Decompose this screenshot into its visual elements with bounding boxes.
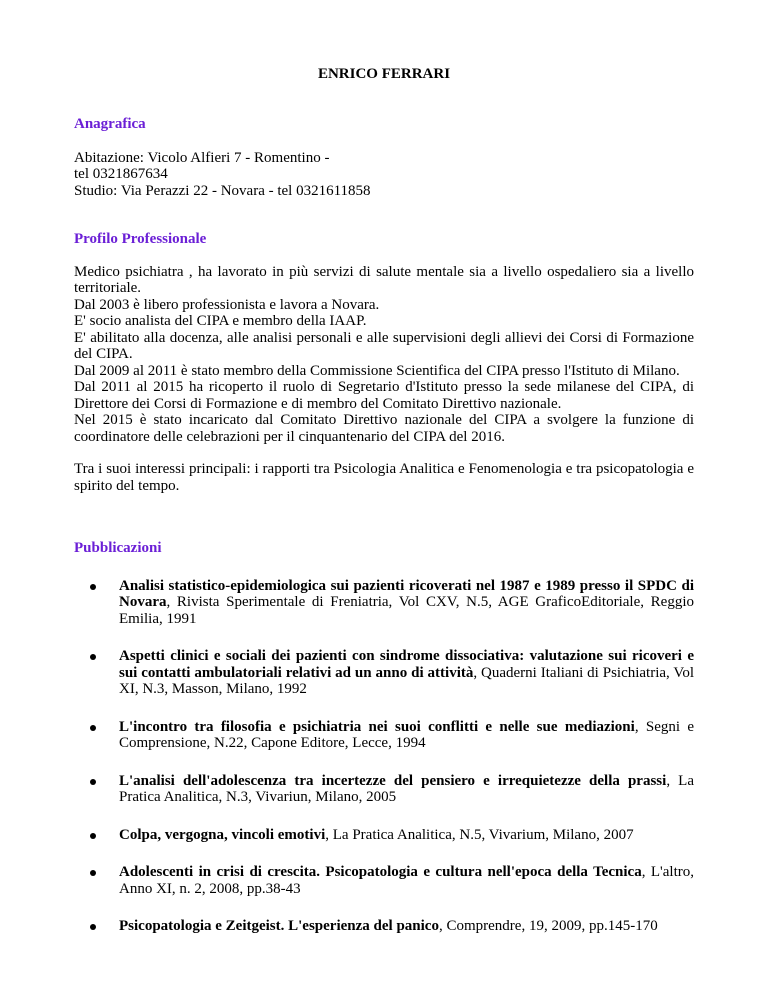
publication-details: , L'altro, Anno XI, n. 2, 2008, pp.38-43: [119, 864, 694, 897]
list-item: [74, 827, 694, 844]
profilo-paragraph: E' abilitato alla docenza, alle analisi personali e alle supervisioni degli allievi dei Corsi di Formazione del CIPA.: [74, 329, 694, 362]
profilo-section: [74, 231, 694, 494]
bullet-icon: [90, 654, 96, 660]
interests-paragraph: Tra i suoi interessi principali: i rapporti tra Psicologia Analitica e Fenomenologia e tra psicopatologia e spirito del tempo.: [74, 461, 694, 494]
list-item: [74, 864, 694, 897]
anagrafica-address: [74, 150, 694, 200]
profilo-paragraph: E' socio analista del CIPA e membro della IAAP.: [74, 313, 367, 329]
profilo-body: [74, 264, 694, 446]
publication-title: Psicopatologia e Zeitgeist. L'esperienza del panico: [119, 918, 439, 934]
bullet-icon: [90, 924, 96, 930]
publication-details: , Comprendre, 19, 2009, pp.145-170: [438, 918, 658, 934]
bullet-icon: [90, 584, 96, 590]
publication-title: Colpa, vergogna, vincoli emotivi: [119, 826, 326, 843]
anagrafica-heading: Anagrafica: [74, 116, 146, 132]
bullet-icon: [90, 870, 96, 876]
publication-details: , Quaderni Italiani di Psichiatria, Vol XI, N.3, Masson, Milano, 1992: [119, 664, 694, 697]
publication-title: L'analisi dell'adolescenza tra incertezze del pensiero e irrequietezze della prassi: [119, 772, 667, 789]
publication-details: , Segni e Comprensione, N.22, Capone Editore, Lecce, 1994: [119, 718, 695, 751]
publication-details: , La Pratica Analitica, N.5, Vivarium, Milano, 2007: [325, 826, 634, 843]
studio-address-line: Studio: Via Perazzi 22 - Novara - tel 0321611858: [74, 182, 371, 199]
publication-details: , Rivista Sperimentale di Freniatria, Vol CXV, N.5, AGE GraficoEditoriale, Reggio Emilia, 1991: [119, 594, 694, 627]
publication-list: [74, 578, 694, 935]
pubblicazioni-heading: Pubblicazioni: [74, 540, 162, 556]
bullet-icon: [90, 779, 96, 785]
list-item: [74, 578, 694, 628]
profilo-paragraph: Nel 2015 è stato incaricato dal Comitato Direttivo nazionale del CIPA a svolgere la funzione di coordinatore delle celebrazioni per il cinquantenario del CIPA del 2016.: [74, 412, 694, 445]
home-address-line: Abitazione: Vicolo Alfieri 7 - Romentino -: [74, 149, 330, 166]
bullet-icon: [90, 833, 96, 839]
list-item: [74, 719, 694, 752]
list-item: [74, 648, 694, 698]
list-item: [74, 918, 694, 935]
home-phone-line: tel 0321867634: [74, 166, 168, 182]
profilo-paragraph: Dal 2009 al 2011 è stato membro della Commissione Scientifica del CIPA presso l'Istituto di Milano.: [74, 362, 680, 379]
profilo-paragraph: Medico psichiatra , ha lavorato in più servizi di salute mentale sia a livello ospedaliero sia a livello territoriale.: [74, 263, 694, 296]
anagrafica-section: [74, 116, 694, 199]
pubblicazioni-section: [74, 540, 694, 956]
publication-title: Aspetti clinici e sociali dei pazienti con sindrome dissociativa: valutazione sui ricoveri e sui contatti ambulatoriali relativi ad un anno di attività: [119, 648, 694, 681]
publication-title: L'incontro tra filosofia e psichiatria nei suoi conflitti e nelle sue mediazioni: [119, 718, 635, 735]
profilo-heading: Profilo Professionale: [74, 231, 207, 247]
bullet-icon: [90, 725, 96, 731]
publication-title: Analisi statistico-epidemiologica sui pazienti ricoverati nel 1987 e 1989 presso il SPDC di Novara: [119, 577, 694, 610]
list-item: [74, 773, 694, 806]
page-title: ENRICO FERRARI: [317, 66, 451, 82]
profilo-paragraph: Dal 2011 al 2015 ha ricoperto il ruolo di Segretario d'Istituto presso la sede milanese del CIPA, di Direttore dei Corsi di Formazione e di membro del Comitato Direttivo nazionale.: [74, 379, 694, 412]
publication-title: Adolescenti in crisi di crescita. Psicopatologia e cultura nell'epoca della Tecnica: [119, 864, 642, 880]
publication-details: , La Pratica Analitica, N.3, Vivariun, Milano, 2005: [119, 772, 694, 805]
profilo-paragraph: Dal 2003 è libero professionista e lavora a Novara.: [74, 296, 380, 313]
